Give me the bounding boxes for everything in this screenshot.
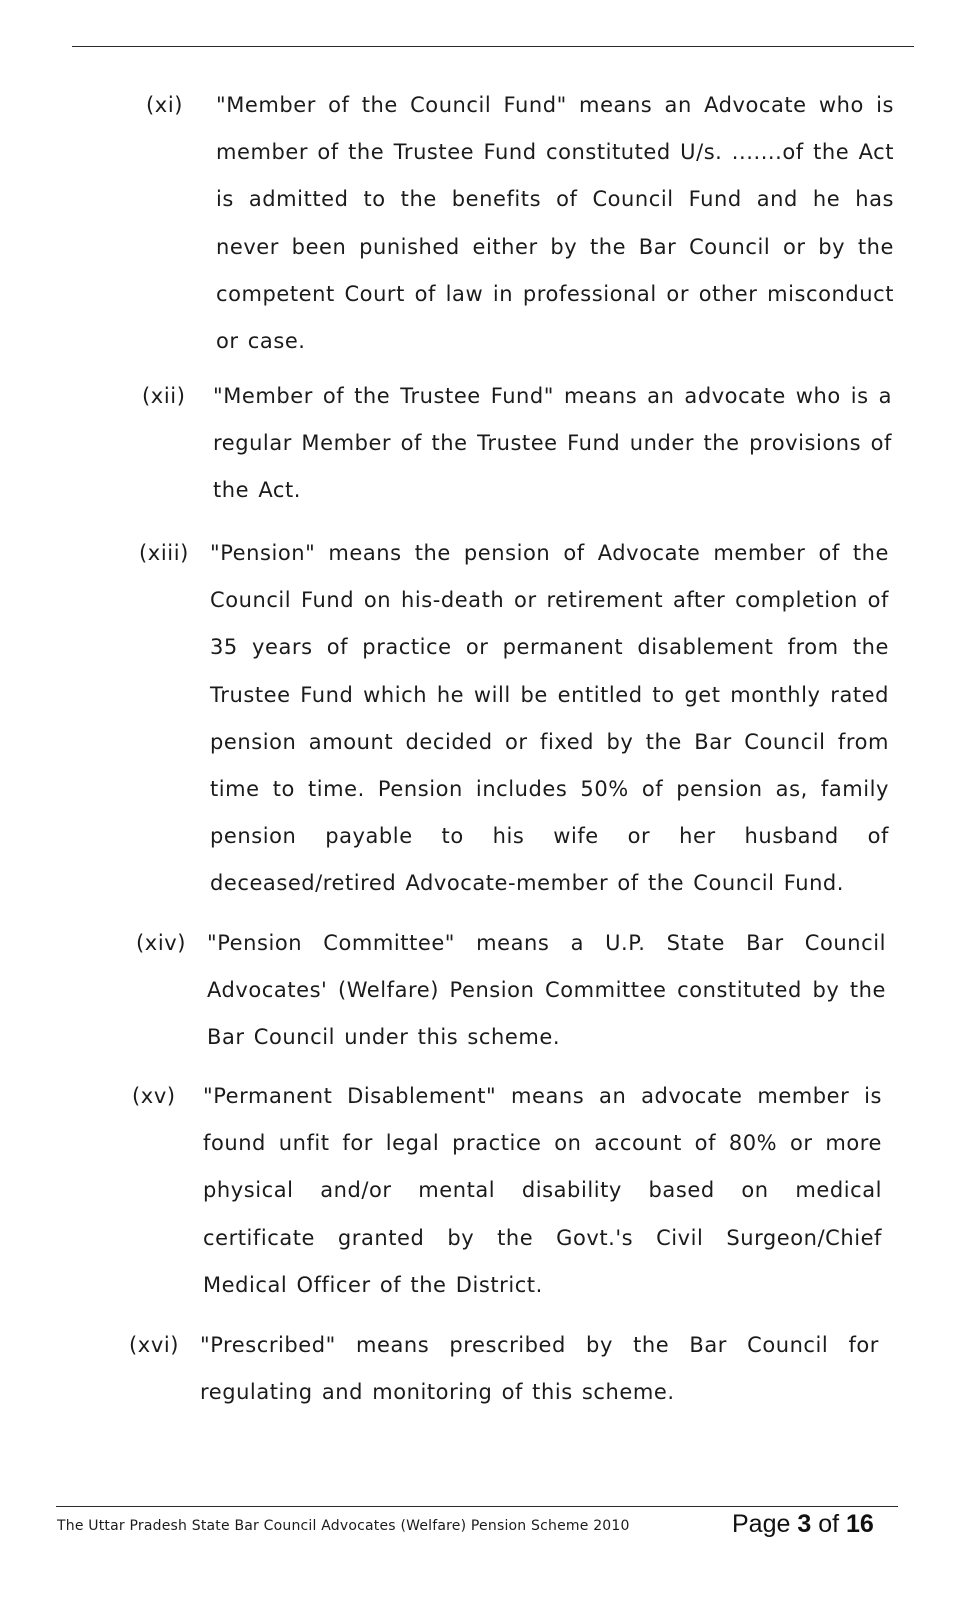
clause-text: "Pension" means the pension of Advocate member of the Council Fund on his-death or retirement after completion of 35 years of practice or permanent disablement from the Trustee Fund which he will be entitled to get monthly rated pension amount decided or fixed by the Bar Council from time to time. Pension includes 50% of pension as, family pension payable to his wife or her husband of deceased/retired Advocate-member of the Council Fund. [210,541,889,896]
clause-text: "Prescribed" means prescribed by the Bar Council for regulating and monitoring of this scheme. [200,1333,879,1405]
footer-document-title: The Uttar Pradesh State Bar Council Advocates (Welfare) Pension Scheme 2010 [57,1518,630,1534]
page-of: of [818,1510,840,1538]
footer-divider [56,1506,898,1507]
page-number [732,1508,874,1540]
page-current: 3 [797,1510,812,1538]
clause-number: (xiv) [136,931,187,955]
clause-text: "Member of the Trustee Fund" means an advocate who is a regular Member of the Trustee Fund under the provisions of the Act. [213,384,892,503]
clause-number: (xi) [146,93,184,117]
page-total: 16 [846,1510,874,1538]
clause-number: (xiii) [139,541,189,565]
clause-text: "Pension Committee" means a U.P. State Bar Council Advocates' (Welfare) Pension Committee constituted by the Bar Council under this scheme. [207,931,886,1050]
clause-number: (xv) [132,1084,176,1108]
clause-text: "Permanent Disablement" means an advocate member is found unfit for legal practice on account of 80% or more physical and/or mental disability based on medical certificate granted by the Govt.'s Civil Surgeon/Chief Medical Officer of the District. [203,1084,882,1297]
clause-number: (xvi) [129,1333,180,1357]
header-divider [72,46,914,47]
page-label: Page [732,1510,791,1538]
clause-number: (xii) [142,384,186,408]
clause-text: "Member of the Council Fund" means an Advocate who is member of the Trustee Fund constituted U/s. .......of the Act is admitted to the benefits of Council Fund and he has never been punished either by the Bar Council or by the competent Court of law in professional or other misconduct or case. [216,93,894,354]
